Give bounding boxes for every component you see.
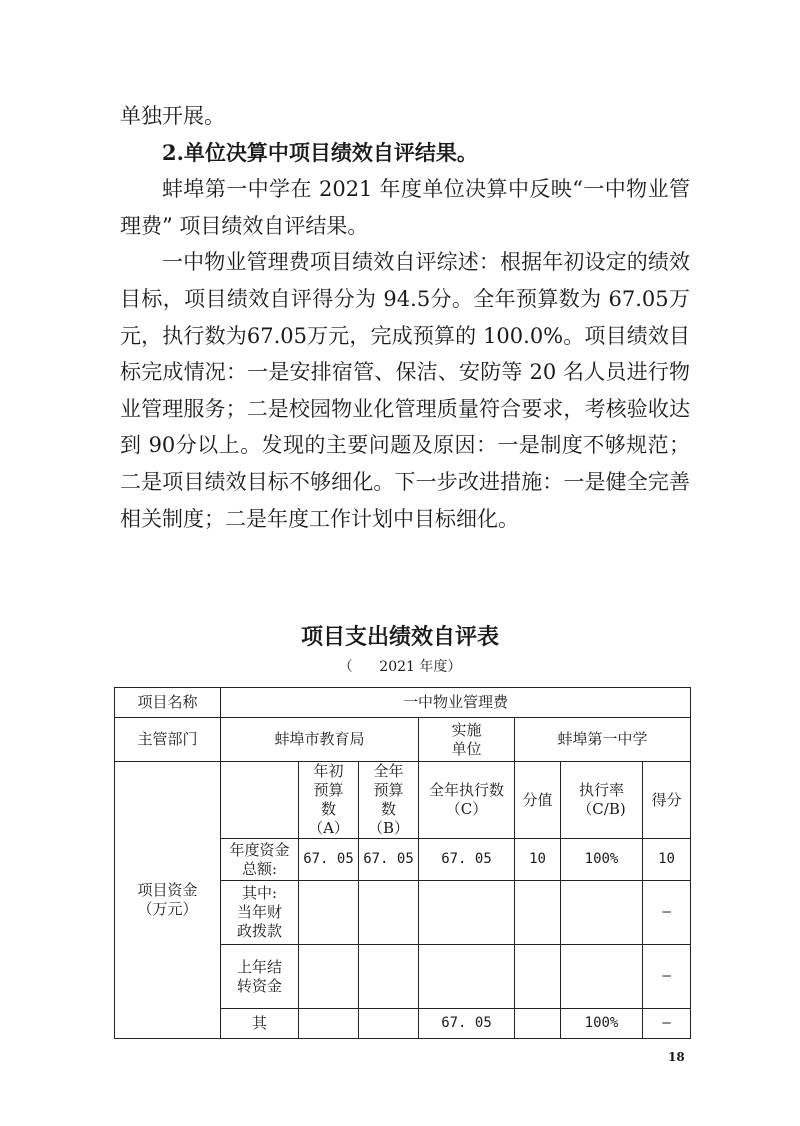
paragraph-continuation: 单独开展。	[120, 104, 225, 128]
data-cell: 67. 05	[359, 839, 419, 881]
body-text	[120, 98, 690, 537]
data-cell: 67. 05	[419, 839, 515, 881]
row-label	[221, 839, 299, 881]
data-cell	[359, 1009, 419, 1039]
row-label-text: 年度资金总额:	[229, 840, 290, 878]
table-row	[115, 688, 691, 718]
data-cell	[561, 945, 643, 1009]
header-cell	[359, 762, 419, 839]
performance-table	[114, 687, 691, 1039]
data-cell: –	[643, 945, 691, 1009]
paragraph-intro: 蚌埠第一中学在 2021 年度单位决算中反映“一中物业管理费” 项目绩效自评结果。	[120, 177, 690, 238]
data-cell: –	[643, 881, 691, 945]
project-name-value: 一中物业管理费	[221, 688, 691, 718]
row-label: 其	[221, 1009, 299, 1039]
row-label-text: 上年结转资金	[236, 957, 282, 995]
data-cell	[299, 881, 359, 945]
row-label-text: 其中:当年财政拨款	[236, 884, 282, 940]
row-label	[221, 881, 299, 945]
data-cell: 10	[515, 839, 561, 881]
data-cell: 10	[643, 839, 691, 881]
funds-label-text: 项目资金（万元）	[137, 881, 198, 918]
header-text: 年初预算数（A）	[308, 762, 349, 837]
header-cell: 分值	[515, 762, 561, 839]
data-cell	[515, 1009, 561, 1039]
section-heading: 2.单位决算中项目绩效自评结果。	[162, 139, 478, 165]
table-title: 项目支出绩效自评表	[300, 625, 499, 650]
data-cell	[515, 945, 561, 1009]
header-cell	[561, 762, 643, 839]
header-text: 执行率（C/B)	[577, 781, 626, 818]
project-name-label: 项目名称	[115, 688, 221, 718]
data-cell: 100%	[561, 1009, 643, 1039]
table-row	[115, 762, 691, 839]
dept-value: 蚌埠市教育局	[221, 718, 419, 762]
data-cell: 100%	[561, 839, 643, 881]
data-cell: –	[643, 1009, 691, 1039]
data-cell	[299, 945, 359, 1009]
data-cell	[419, 945, 515, 1009]
page-number: 18	[668, 1050, 685, 1064]
data-cell	[561, 881, 643, 945]
table-year: （ 2021 年度）	[338, 659, 462, 675]
data-cell	[515, 881, 561, 945]
header-text: 全年预算数（B）	[367, 762, 410, 837]
row-label	[221, 945, 299, 1009]
header-cell	[299, 762, 359, 839]
header-text: 全年执行数（C）	[428, 781, 504, 818]
impl-label	[419, 718, 515, 762]
data-cell	[359, 945, 419, 1009]
data-cell	[419, 881, 515, 945]
dept-label: 主管部门	[115, 718, 221, 762]
data-cell	[359, 881, 419, 945]
impl-label-text: 实施单位	[451, 720, 482, 758]
header-cell	[419, 762, 515, 839]
header-cell: 得分	[643, 762, 691, 839]
table-row	[115, 718, 691, 762]
funds-label	[115, 762, 221, 1039]
data-cell: 67. 05	[299, 839, 359, 881]
data-cell	[299, 1009, 359, 1039]
data-cell: 67. 05	[419, 1009, 515, 1039]
paragraph-summary: 一中物业管理费项目绩效自评综述：根据年初设定的绩效目标，项目绩效自评得分为 94.5分。全年预算数为 67.05万元，执行数为67.05万元，完成预算的 100.0%。项目绩效目标完成情况：一是安排宿管、保洁、安防等 20 名人员进行物业管理服务；二是校园物业化管理质量符合要求，考核验收达到 90分以上。发现的主要问题及原因：一是制度不够规范；二是项目绩效目标不够细化。下一步改进措施：一是健全完善相关制度；二是年度工作计划中目标细化。	[120, 250, 690, 531]
header-cell	[221, 762, 299, 839]
impl-value: 蚌埠第一中学	[515, 718, 691, 762]
